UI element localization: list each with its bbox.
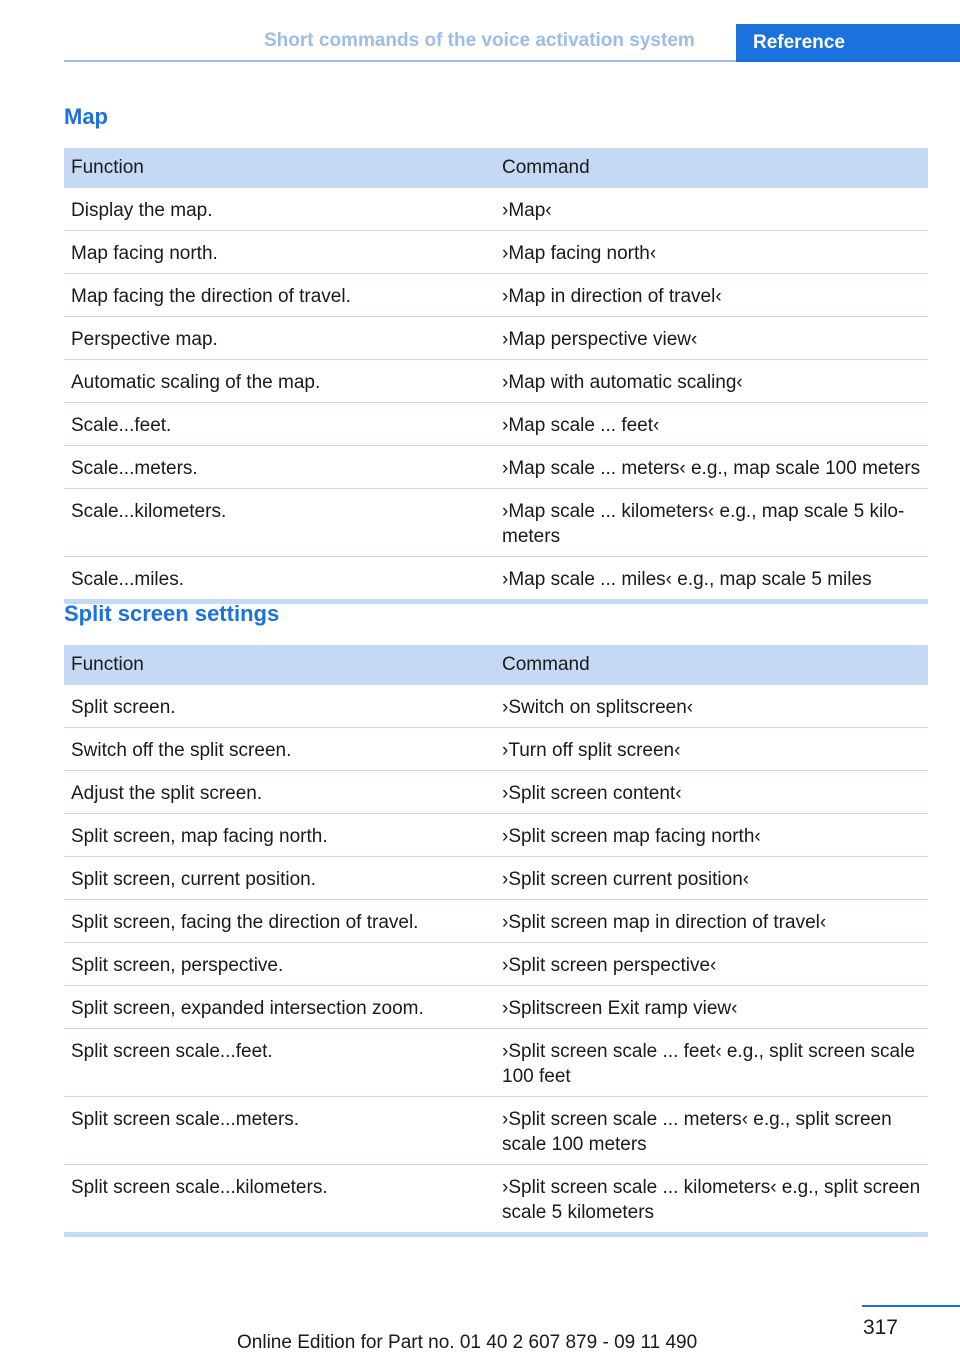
table-row — [64, 814, 928, 857]
page-number: 317 — [862, 1316, 898, 1339]
table-row — [64, 728, 928, 771]
function-cell: Split screen, perspective. — [64, 943, 495, 986]
function-cell: Adjust the split screen. — [64, 771, 495, 814]
function-cell: Split screen, map facing north. — [64, 814, 495, 857]
command-cell: ›Split screen scale ... kilometers‹ e.g., split screen scale 5 kilometers — [495, 1165, 928, 1235]
column-header-function: Function — [64, 645, 495, 685]
function-cell: Scale...meters. — [64, 446, 495, 489]
map-section-title: Map — [64, 104, 108, 129]
command-cell: ›Turn off split screen‹ — [495, 728, 928, 771]
function-cell: Split screen scale...kilometers. — [64, 1165, 495, 1235]
table-row — [64, 274, 928, 317]
command-cell: ›Switch on splitscreen‹ — [495, 685, 928, 728]
command-cell: ›Split screen scale ... meters‹ e.g., split screen scale 100 meters — [495, 1097, 928, 1165]
function-cell: Split screen scale...meters. — [64, 1097, 495, 1165]
split-screen-command-table — [64, 645, 928, 1237]
split-screen-table-body — [64, 685, 928, 1235]
function-cell: Map facing the direction of travel. — [64, 274, 495, 317]
table-row — [64, 1097, 928, 1165]
table-row — [64, 1029, 928, 1097]
table-row — [64, 360, 928, 403]
table-row — [64, 231, 928, 274]
function-cell: Scale...kilometers. — [64, 489, 495, 557]
function-cell: Scale...feet. — [64, 403, 495, 446]
function-cell: Perspective map. — [64, 317, 495, 360]
command-cell: ›Split screen perspective‹ — [495, 943, 928, 986]
function-cell: Split screen scale...feet. — [64, 1029, 495, 1097]
column-header-command: Command — [495, 645, 928, 685]
table-row — [64, 900, 928, 943]
table-row — [64, 685, 928, 728]
command-cell: ›Split screen content‹ — [495, 771, 928, 814]
command-cell: ›Map scale ... meters‹ e.g., map scale 100 meters — [495, 446, 928, 489]
header-chapter-tab: Reference — [736, 24, 960, 62]
table-row — [64, 943, 928, 986]
function-cell: Split screen, expanded intersection zoom. — [64, 986, 495, 1029]
table-header-row — [64, 148, 928, 188]
table-row — [64, 986, 928, 1029]
function-cell: Display the map. — [64, 188, 495, 231]
function-cell: Split screen, facing the direction of travel. — [64, 900, 495, 943]
function-cell: Switch off the split screen. — [64, 728, 495, 771]
function-cell: Split screen, current position. — [64, 857, 495, 900]
column-header-command: Command — [495, 148, 928, 188]
table-row — [64, 857, 928, 900]
command-cell: ›Map scale ... miles‹ e.g., map scale 5 miles — [495, 557, 928, 602]
command-cell: ›Split screen map in direction of travel‹ — [495, 900, 928, 943]
split-screen-section-title: Split screen settings — [64, 601, 280, 626]
header-section-title: Short commands of the voice activation system — [264, 30, 695, 51]
function-cell: Split screen. — [64, 685, 495, 728]
table-row — [64, 188, 928, 231]
table-row — [64, 446, 928, 489]
table-row — [64, 489, 928, 557]
table-row — [64, 771, 928, 814]
function-cell: Automatic scaling of the map. — [64, 360, 495, 403]
map-table-body — [64, 188, 928, 602]
command-cell: ›Map scale ... kilometers‹ e.g., map scale 5 kilo-meters — [495, 489, 928, 557]
table-header-row — [64, 645, 928, 685]
column-header-function: Function — [64, 148, 495, 188]
edition-footer: Online Edition for Part no. 01 40 2 607 879 - 09 11 490 — [237, 1332, 698, 1353]
command-cell: ›Map with automatic scaling‹ — [495, 360, 928, 403]
function-cell: Map facing north. — [64, 231, 495, 274]
table-row — [64, 317, 928, 360]
command-cell: ›Map facing north‹ — [495, 231, 928, 274]
command-cell: ›Split screen current position‹ — [495, 857, 928, 900]
table-row — [64, 557, 928, 602]
command-cell: ›Map perspective view‹ — [495, 317, 928, 360]
table-row — [64, 1165, 928, 1235]
map-command-table — [64, 148, 928, 604]
command-cell: ›Map in direction of travel‹ — [495, 274, 928, 317]
command-cell: ›Map scale ... feet‹ — [495, 403, 928, 446]
page-number-rule — [862, 1305, 960, 1307]
command-cell: ›Splitscreen Exit ramp view‹ — [495, 986, 928, 1029]
table-row — [64, 403, 928, 446]
command-cell: ›Split screen map facing north‹ — [495, 814, 928, 857]
command-cell: ›Split screen scale ... feet‹ e.g., split screen scale 100 feet — [495, 1029, 928, 1097]
function-cell: Scale...miles. — [64, 557, 495, 602]
command-cell: ›Map‹ — [495, 188, 928, 231]
